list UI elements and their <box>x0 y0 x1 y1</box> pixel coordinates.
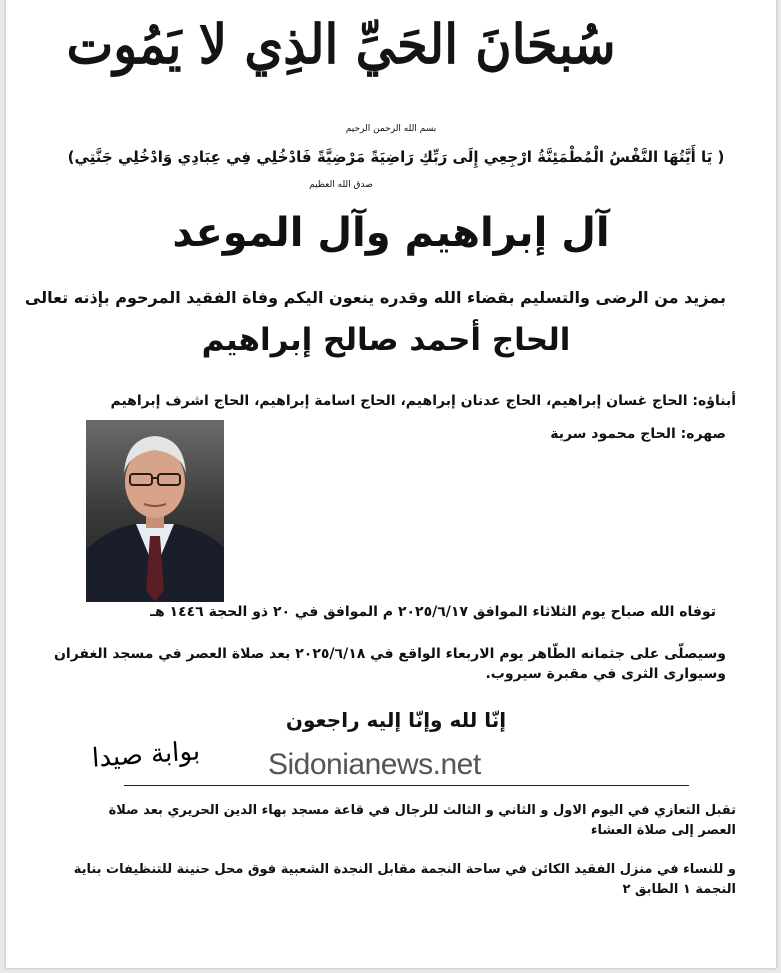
death-info: توفاه الله صباح يوم الثلاثاء الموافق ٢٠٢٥/٦/١٧ م الموافق في ٢٠ ذو الحجة ١٤٤٦ هـ <box>150 604 716 620</box>
quranic-phrase: إنّا لله وإنّا إليه راجعون <box>285 708 507 732</box>
watermark: Sidonianews.net <box>268 748 481 781</box>
deceased-name: الحاج أحمد صالح إبراهيم <box>201 322 571 358</box>
sadaq-line: صدق الله العظيم <box>309 180 373 190</box>
son-in-law: صهره: الحاج محمود سرية <box>550 426 726 442</box>
deceased-photo <box>86 420 224 602</box>
burial-line: وسيوارى الثرى في مقبرة سيروب. <box>485 666 726 682</box>
announcement-text: بمزيد من الرضى والتسليم بقضاء الله وقدره ينعون اليكم وفاة الفقيد المرحوم بإذنه تعالى <box>24 288 726 307</box>
families-title: آل إبراهيم وآل الموعد <box>172 210 610 256</box>
condolences-women-line1: و للنساء في منزل الفقيد الكائن في ساحة النجمة مقابل النجدة الشعبية فوق محل حنينة للتنظيفات بناية <box>73 862 736 877</box>
quran-verse: ( يَا أَيَّتُهَا النَّفْسُ الْمُطْمَئِنَّةُ ارْجِعِي إِلَى رَبِّكِ رَاضِيَةً مَرْضِيَّةً فَادْخُلِي فِي عِبَادِي وَادْخُلِي جَنَّتِي) <box>67 148 725 166</box>
funeral-prayer-line: وسيصلّى على جثمانه الطّاهر يوم الاربعاء الواقع في ٢٠٢٥/٦/١٨ بعد صلاة العصر في مسجد الغفران <box>53 646 726 662</box>
obituary-page <box>6 0 776 968</box>
condolences-men-line2: العصر إلى صلاة العشاء <box>590 823 736 838</box>
handwritten-signature: بوابة صيدا <box>91 736 201 774</box>
divider-line <box>124 785 689 786</box>
sons-list: أبناؤه: الحاج غسان إبراهيم، الحاج عدنان إبراهيم، الحاج اسامة إبراهيم، الحاج اشرف إبراهيم <box>110 393 736 409</box>
condolences-men-line1: تقبل التعازي في اليوم الاول و الثاني و الثالث للرجال في قاعة مسجد بهاء الدين الحريري بعد صلاة <box>108 803 736 818</box>
portrait-image <box>86 420 224 602</box>
condolences-women-line2: النجمة ١ الطابق ٢ <box>622 882 736 897</box>
calligraphy-text: سُبحَانَ الحَيِّ الذِي لا يَمُوت <box>66 12 616 76</box>
header-calligraphy <box>66 4 636 110</box>
basmala: بسم الله الرحمن الرحيم <box>345 124 437 134</box>
